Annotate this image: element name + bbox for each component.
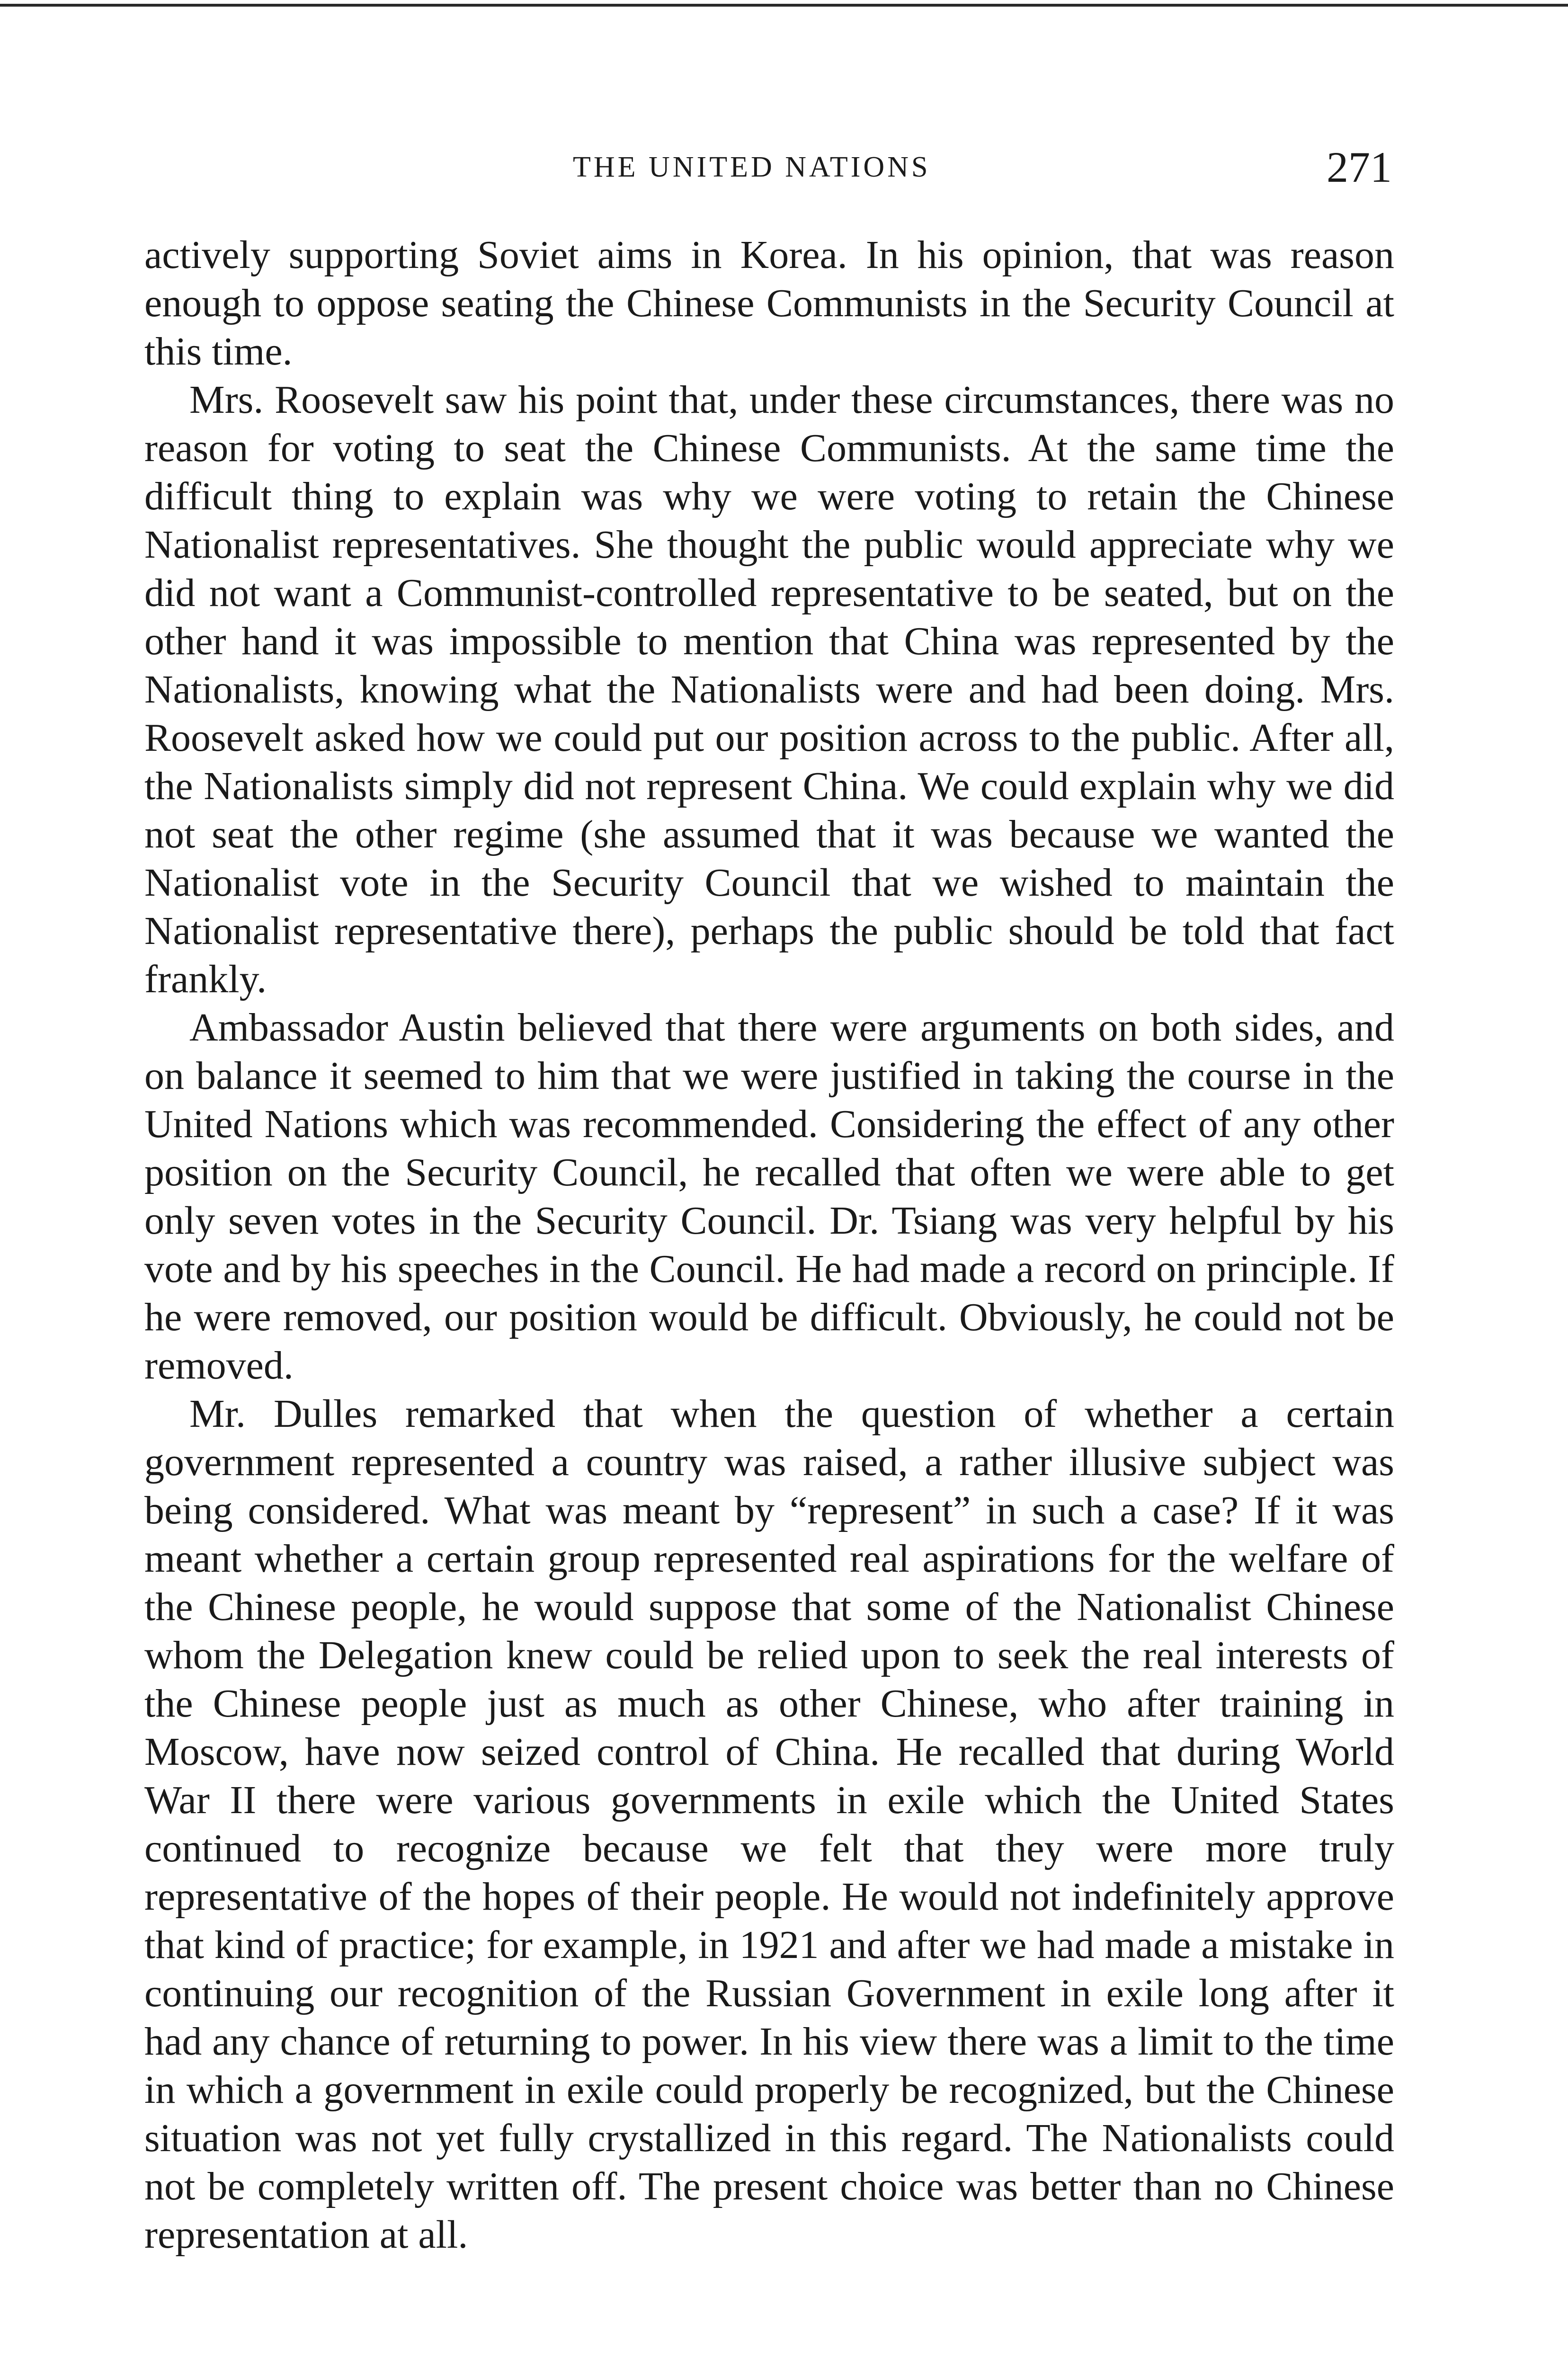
page-number: 271 [1327, 143, 1392, 191]
top-edge-rule [0, 4, 1568, 7]
paragraph-austin: Ambassador Austin believed that there were arguments on both sides, and on balance it seemed to him that we were justified in taking the course in the United Nations which was recommended. Considering the effect of any other position on the Security Council, he recalled that often we were able to get only seven votes in the Security Council. Dr. Tsiang was very helpful by his vote and by his speeches in the Council. He had made a record on principle. If he were removed, our position would be difficult. Obviously, he could not be removed. [144, 1006, 1394, 1388]
running-title: THE UNITED NATIONS [573, 151, 931, 183]
body-text [144, 231, 1394, 2367]
paragraph-dulles: Mr. Dulles remarked that when the question of whether a certain government represented a country was raised, a rather illusive subject was being considered. What was meant by “represent” in such a case? If it was meant whether a certain group represented real aspirations for the welfare of the Chinese people, he would suppose that some of the Nationalist Chinese whom the Delegation knew could be relied upon to seek the real interests of the Chinese people just as much as other Chinese, who after training in Moscow, have now seized control of China. He recalled that during World War II there were various governments in exile which the United States continued to recognize because we felt that they were more truly representative of the hopes of their people. He would not indefinitely approve that kind of practice; for example, in 1921 and after we had made a mistake in continuing our recognition of the Russian Government in exile long after it had any chance of returning to power. In his view there was a limit to the time in which a government in exile could properly be recognized, but the Chinese situation was not yet fully crystallized in this regard. The Nationalists could not be completely written off. The present choice was better than no Chinese representation at all. [144, 1392, 1394, 2257]
paragraph-continued: actively supporting Soviet aims in Korea. In his opinion, that was reason enough to oppose seating the Chinese Communists in the Security Council at this time. [144, 233, 1394, 374]
running-head [0, 142, 1392, 199]
paragraph-roosevelt: Mrs. Roosevelt saw his point that, under these circumstances, there was no reason for voting to seat the Chinese Communists. At the same time the difficult thing to explain was why we were voting to retain the Chinese Nationalist representatives. She thought the public would appreciate why we did not want a Communist-controlled representative to be seated, but on the other hand it was impossible to mention that China was represented by the Nationalists, knowing what the Nationalists were and had been doing. Mrs. Roosevelt asked how we could put our position across to the public. After all, the Nationalists simply did not represent China. We could explain why we did not seat the other regime (she assumed that it was because we wanted the Nationalist vote in the Security Council that we wished to maintain the Nationalist representative there), perhaps the public should be told that fact frankly. [144, 378, 1394, 1001]
